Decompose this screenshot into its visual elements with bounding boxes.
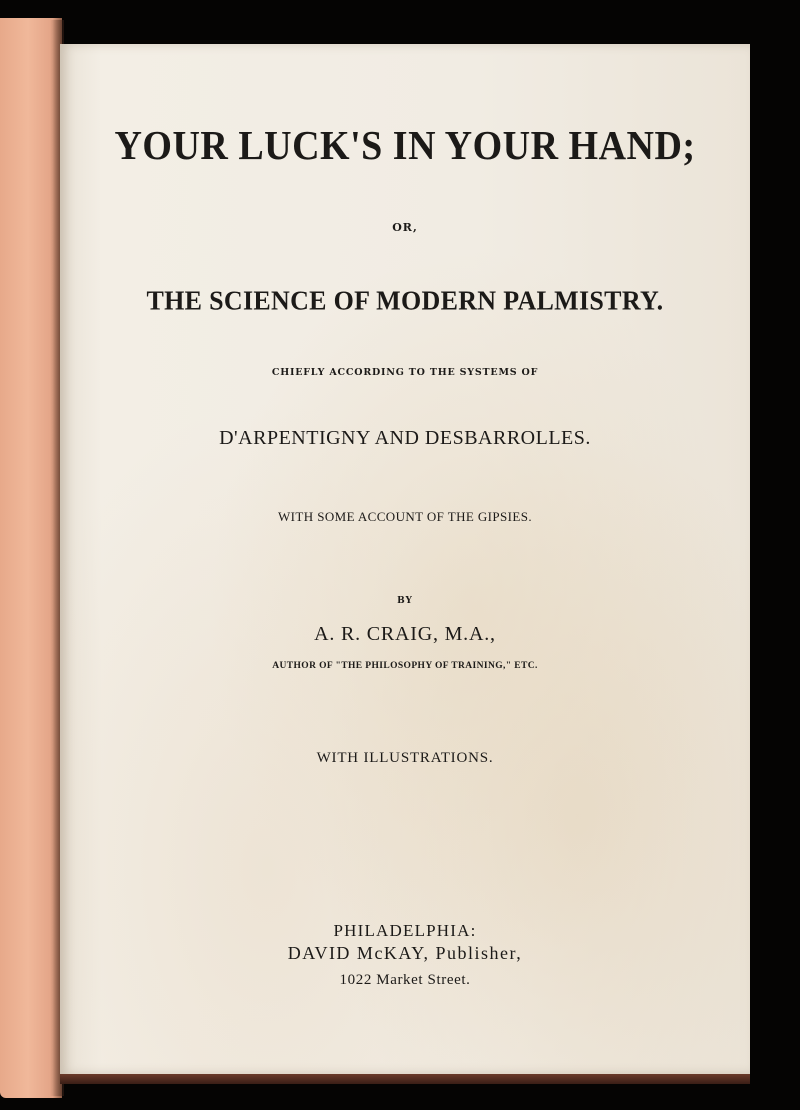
book-bottom-edge [60, 1074, 750, 1084]
systems-note: CHIEFLY ACCORDING TO THE SYSTEMS OF [271, 367, 539, 378]
title-page [60, 44, 750, 1074]
by-label: BY [397, 596, 413, 606]
gipsies-line: WITH SOME ACCOUNT OF THE GIPSIES. [278, 509, 532, 524]
book-title: YOUR LUCK'S IN YOUR HAND; [114, 123, 696, 169]
publisher-city: PHILADELPHIA: [333, 921, 477, 940]
author-name: A. R. CRAIG, M.A., [314, 623, 496, 645]
book-subtitle: THE SCIENCE OF MODERN PALMISTRY. [146, 285, 664, 316]
illustrations-note: WITH ILLUSTRATIONS. [316, 750, 494, 766]
publisher-address: 1022 Market Street. [339, 972, 471, 988]
publisher-name: DAVID McKAY, Publisher, [287, 943, 523, 963]
or-connector: OR, [392, 221, 418, 234]
author-credits: AUTHOR OF "THE PHILOSOPHY OF TRAINING," ETC. [272, 661, 538, 671]
authorities-line: D'ARPENTIGNY AND DESBARROLLES. [219, 427, 591, 449]
